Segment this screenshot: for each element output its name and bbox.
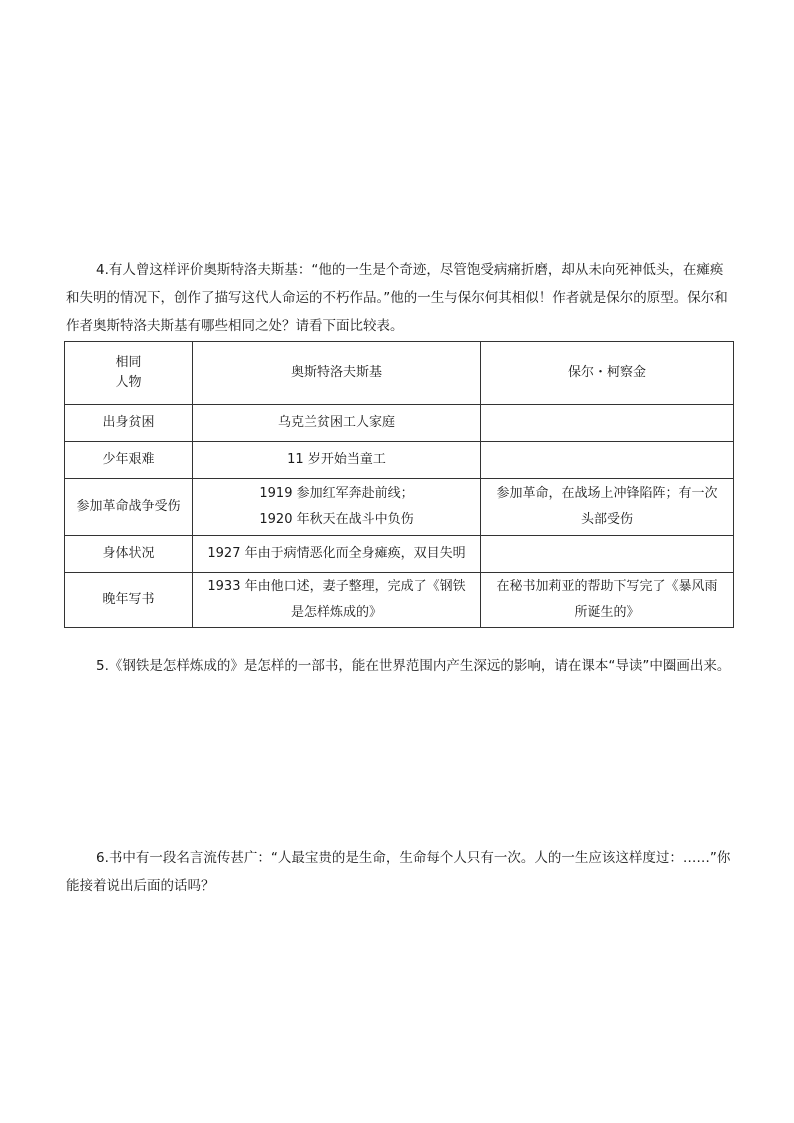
row-label: 出身贫困 <box>65 405 193 442</box>
question-6: 6.书中有一段名言流传甚广：“人最宝贵的是生命，生命每个人只有一次。人的一生应该这样度过：……”你能接着说出后面的话吗？ <box>66 850 731 894</box>
paul-cell <box>481 442 734 479</box>
author-cell: 11 岁开始当童工 <box>193 442 481 479</box>
header-author: 奥斯特洛夫斯基 <box>193 342 481 405</box>
row-label: 参加革命战争受伤 <box>65 479 193 536</box>
table-row <box>65 405 734 442</box>
question-5: 5.《钢铁是怎样炼成的》是怎样的一部书，能在世界范围内产生深远的影响，请在课本“导读”中圈画出来。 <box>96 658 731 674</box>
corner-cell <box>65 342 193 405</box>
paul-cell <box>481 536 734 573</box>
corner-top: 相同 <box>115 355 142 370</box>
row-label: 身体状况 <box>65 536 193 573</box>
paul-cell: 在秘书加莉亚的帮助下写完了《暴风雨 所诞生的》 <box>481 573 734 628</box>
author-cell: 1927 年由于病情恶化而全身瘫痪，双目失明 <box>193 536 481 573</box>
header-paul: 保尔・柯察金 <box>481 342 734 405</box>
author-cell: 1919 参加红军奔赴前线； 1920 年秋天在战斗中负伤 <box>193 479 481 536</box>
table-row <box>65 536 734 573</box>
paul-cell: 参加革命，在战场上冲锋陷阵；有一次 头部受伤 <box>481 479 734 536</box>
question-4: 4.有人曾这样评价奥斯特洛夫斯基：“他的一生是个奇迹，尽管饱受病痛折磨，却从未向死神低头，在瘫痪和失明的情况下，创作了描写这代人命运的不朽作品。”他的一生与保尔何其相似！作者就是保尔的原型。保尔和作者奥斯特洛夫斯基有哪些相同之处？请看下面比较表。 <box>66 262 728 334</box>
comparison-table <box>64 341 734 628</box>
row-label: 少年艰难 <box>65 442 193 479</box>
table-row <box>65 442 734 479</box>
corner-bottom: 人物 <box>115 375 142 390</box>
paul-cell <box>481 405 734 442</box>
table-row <box>65 479 734 536</box>
table-row <box>65 573 734 628</box>
author-cell: 乌克兰贫困工人家庭 <box>193 405 481 442</box>
author-cell: 1933 年由他口述，妻子整理，完成了《钢铁 是怎样炼成的》 <box>193 573 481 628</box>
row-label: 晚年写书 <box>65 573 193 628</box>
table-header-row <box>65 342 734 405</box>
